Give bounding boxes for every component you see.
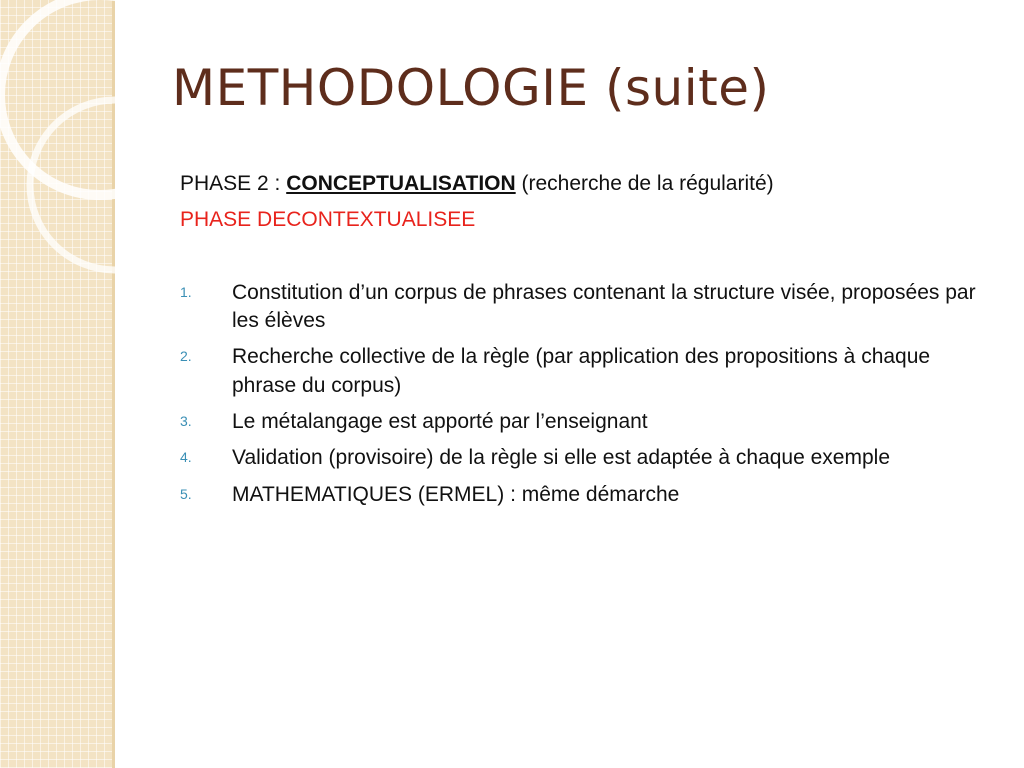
phase-line — [180, 170, 1000, 198]
list-number: 5. — [180, 485, 192, 502]
phase-subtitle: PHASE DECONTEXTUALISEE — [180, 208, 476, 232]
slide-title: METHODOLOGIE (suite) — [172, 59, 770, 117]
list-number: 2. — [180, 348, 192, 365]
list-text: Le métalangage est apporté par l’enseignant — [232, 410, 648, 434]
list-number: 4. — [180, 449, 192, 466]
slide-content — [180, 170, 1000, 517]
phase-keyword: CONCEPTUALISATION — [286, 172, 516, 195]
phase-label: PHASE 2 : — [180, 172, 287, 195]
list-item — [180, 408, 1000, 436]
list-text: Validation (provisoire) de la règle si elle est adaptée à chaque exemple — [232, 446, 891, 470]
list-item — [180, 343, 1000, 400]
list-item — [180, 279, 1000, 336]
decorative-circles — [0, 0, 200, 280]
list-number: 3. — [180, 413, 192, 430]
list-number: 1. — [180, 283, 192, 300]
steps-list — [180, 279, 1000, 509]
phase-note: (recherche de la régularité) — [515, 172, 774, 195]
list-item — [180, 444, 1000, 472]
list-text: Recherche collective de la règle (par application des propositions à chaque phrase du corpus) — [232, 345, 931, 397]
list-text: Constitution d’un corpus de phrases contenant la structure visée, proposées par les élèves — [232, 280, 976, 333]
list-text: MATHEMATIQUES (ERMEL) : même démarche — [232, 482, 680, 506]
list-item — [180, 481, 1000, 509]
